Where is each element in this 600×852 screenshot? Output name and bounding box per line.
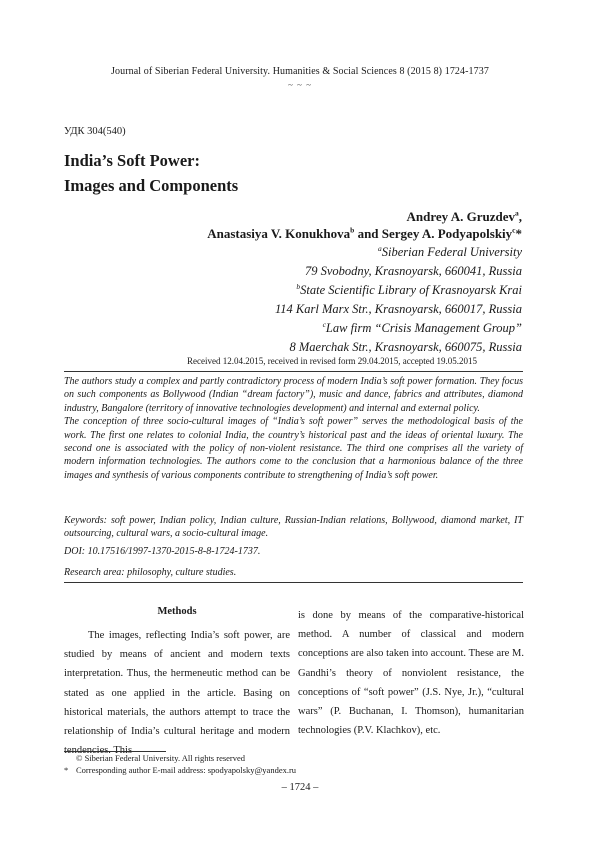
author-affil-mark: c xyxy=(512,225,516,235)
author-name: Sergey A. Podyapolskiy xyxy=(381,226,513,241)
affiliation-line xyxy=(323,321,522,336)
page-number: – 1724 – xyxy=(281,782,319,793)
author-line-2 xyxy=(207,226,522,242)
footnote-corresponding-author: Corresponding author E-mail address: spodyapolsky@yandex.ru xyxy=(76,765,297,775)
article-title-line-2: Images and Components xyxy=(64,176,239,195)
corresponding-mark: * xyxy=(515,226,522,241)
keywords: Keywords: soft power, Indian policy, Indian culture, Russian-Indian relations, Bollywood, diamond market, IT outsourcing, cultural wars, a socio-cultural image. xyxy=(64,515,523,540)
doi: DOI: 10.17516/1997-1370-2015-8-8-1724-1737. xyxy=(64,546,261,557)
author-conjunction: and xyxy=(354,226,382,241)
author-affil-mark: a xyxy=(515,208,519,218)
abstract xyxy=(64,375,523,482)
body-right-column xyxy=(298,606,524,740)
footnote-mark: * xyxy=(64,765,69,775)
research-area: Research area: philosophy, culture studies. xyxy=(64,567,237,578)
udk-code: УДК 304(540) xyxy=(64,126,126,137)
affil-mark: a xyxy=(378,243,382,253)
affil-mark: c xyxy=(322,319,326,329)
affiliation-text: State Scientific Library of Krasnoyarsk Krai xyxy=(300,283,522,297)
abstract-paragraph: The conception of three socio-cultural images of “India’s soft power” serves the methodological basis of the work. The first one relates to colonial India, the country’s historical past and the ideas of oriental luxury. The second one is associated with the policy of non-violent resistance. The third one comprises all the variety of modern information technologies. The authors come to the conclusion that a harmonious balance of the three images and synthesis of various components contribute to strengthening of India’s soft power. xyxy=(64,416,523,481)
article-title-line-1: India’s Soft Power: xyxy=(64,151,200,170)
affiliation-text: 114 Karl Marx Str., Krasnoyarsk, 660017, Russia xyxy=(274,302,522,316)
affiliation-line xyxy=(289,340,522,355)
affil-mark: b xyxy=(296,281,301,291)
author-name: Andrey A. Gruzdev xyxy=(406,209,515,224)
footnote-copyright: © Siberian Federal University. All rights reserved xyxy=(76,753,246,763)
affiliation-line xyxy=(296,283,522,298)
affiliation-line xyxy=(378,245,522,260)
author-affil-mark: b xyxy=(350,225,355,235)
affiliation-text: 8 Maerchak Str., Krasnoyarsk, 660075, Russia xyxy=(289,340,522,354)
section-heading-methods: Methods xyxy=(157,606,197,617)
footnote-rule xyxy=(64,751,166,752)
affiliation-text: 79 Svobodny, Krasnoyarsk, 660041, Russia xyxy=(304,264,522,278)
journal-header: Journal of Siberian Federal University. Humanities & Social Sciences 8 (2015 8) 1724-1737 xyxy=(111,66,489,77)
body-paragraph: The images, reflecting India’s soft power, are studied by means of ancient and modern texts interpretation. Thus, the hermeneutic method can be stated as one applied in the article. Basing on historical materials, the authors attempt to trace the relationship of India’s cultural heritage and modern tendencies. This xyxy=(64,630,290,757)
affiliation-line xyxy=(305,264,522,279)
author-separator: , xyxy=(518,209,522,224)
body-paragraph: is done by means of the comparative-historical method. A number of classical and modern conceptions are also taken into account. These are M. Gandhi’s theory of nonviolent resistance, the conceptions of “soft power” (J.S. Nye, Jr.), “cultural wars” (P. Buchanan, I. Thomson), humanitarian technologies (P.V. Klachkov), etc. xyxy=(298,610,524,737)
header-ornament: ~ ~ ~ xyxy=(287,80,313,90)
abstract-top-rule xyxy=(64,371,523,372)
affiliation-text: Law firm “Crisis Management Group” xyxy=(325,321,522,335)
received-dates: Received 12.04.2015, received in revised form 29.04.2015, accepted 19.05.2015 xyxy=(187,356,477,366)
body-left-column xyxy=(64,626,290,760)
author-line-1 xyxy=(407,209,522,225)
affiliation-line xyxy=(275,302,522,317)
author-name: Anastasiya V. Konukhova xyxy=(207,226,351,241)
abstract-paragraph: The authors study a complex and partly contradictory process of modern India’s soft power formation. They focus on such components as Bollywood (Indian “dream factory”), music and dance, fabrics and attributes, diamond industry, Bangalore (territory of innovative technologies development) and internal and external policy. xyxy=(64,376,523,414)
affiliation-text: Siberian Federal University xyxy=(381,245,522,259)
abstract-bottom-rule xyxy=(64,582,523,583)
